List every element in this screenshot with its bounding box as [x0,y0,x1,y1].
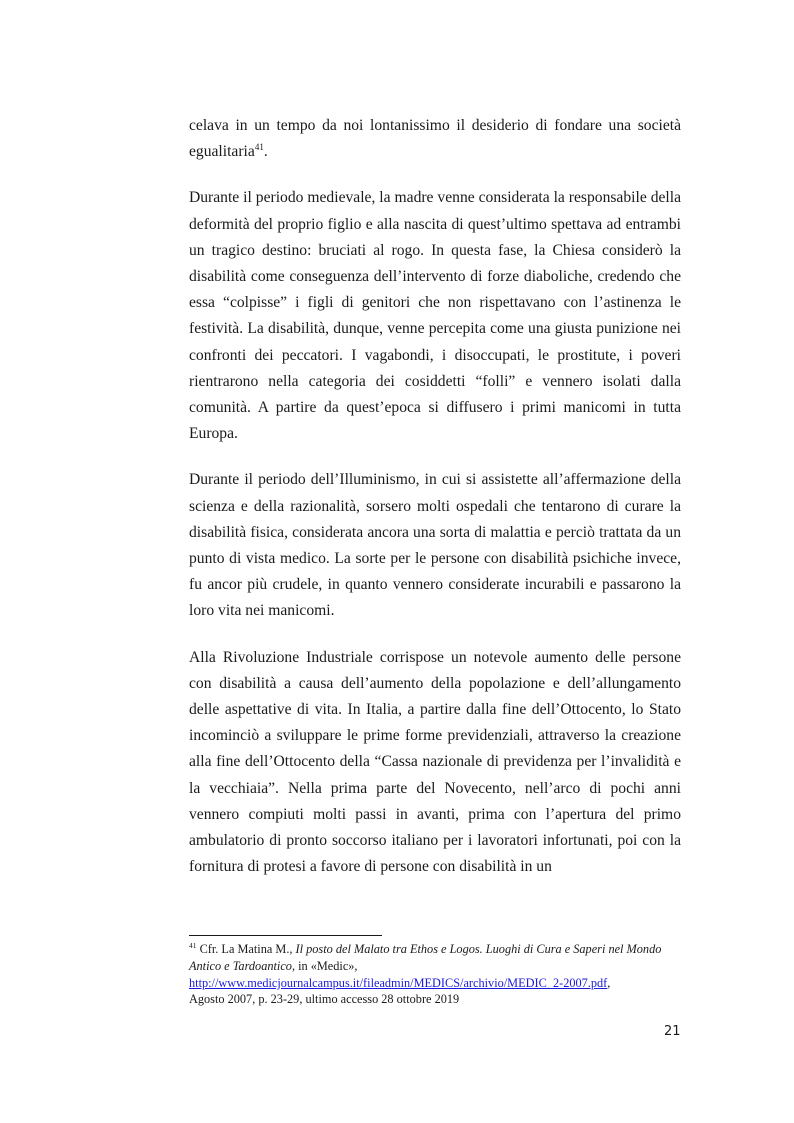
paragraph-4: Alla Rivoluzione Industriale corrispose un notevole aumento delle persone con disabilità a causa dell’aumento della popolazione e dell’allungamento delle aspettative di vita. In Italia, a partire dalla fine dell’Ottocento, lo Stato incominciò a sviluppare le prime forme previdenziali, attraverso la creazione alla fine dell’Ottocento della “Cassa nazionale di previdenza per l’invalidità e la vecchiaia”. Nella prima parte del Novecento, nell’arco di pochi anni vennero compiuti molti passi in avanti, prima con l’apertura del primo ambulatorio di pronto soccorso italiano per i lavoratori infortunati, poi con la fornitura di protesi a favore di persone con disabilità in un [189,648,681,876]
footnote-title: Il posto del Malato tra Ethos e Logos. Luoghi di Cura e Saperi nel Mondo Antico e Tardoantico [189,942,662,973]
paragraph-1-end: . [263,143,268,161]
paragraph-1-text: celava in un tempo da noi lontanissimo il desiderio di fondare una società egualitaria [189,117,681,161]
paragraph-3: Durante il periodo dell’Illuminismo, in cui si assistette all’affermazione della scienza e della razionalità, sorsero molti ospedali che tentarono di curare la disabilità fisica, considerata ancora una sorta di malattia e perciò trattata da un punto di vista medico. La sorte per le persone con disabilità psichiche invece, fu ancor più crudele, in quanto vennero considerate incurabili e passarono la loro vita nei manicomi. [189,471,681,620]
footnote-middle: , in «Medic», [291,958,358,973]
footnote-after-link: , [607,975,611,990]
footnote-prefix: Cfr. La Matina M., [196,942,296,956]
footnote-link[interactable]: http://www.medicjournalcampus.it/fileadmin/MEDICS/archivio/MEDIC_2-2007.pdf [189,975,608,990]
paragraph-1 [189,113,681,165]
body-text [189,113,681,900]
paragraph-2: Durante il periodo medievale, la madre venne considerata la responsabile della deformità del proprio figlio e alla nascita di quest’ultimo spettava ad entrambi un tragico destino: bruciati al rogo. In questa fase, la Chiesa considerò la disabilità come conseguenza dell’intervento di forze diaboliche, credendo che essa “colpisse” i figli di genitori che non rispettavano con l’astinenza le festività. La disabilità, dunque, venne percepita come una giusta punizione nei confronti dei peccatori. I vagabondi, i disoccupati, le prostitute, i poveri rientrarono nella categoria dei cosiddetti “folli” e vennero isolati dalla comunità. A partire da quest’epoca si diffusero i primi manicomi in tutta Europa. [189,189,681,443]
footnote [189,941,681,1008]
footnote-number: 41 [189,940,197,950]
page-number: 21 [664,1024,681,1039]
footnote-separator [189,935,382,936]
footnote-reference[interactable]: 41 [254,142,264,153]
footnote-suffix: Agosto 2007, p. 23-29, ultimo accesso 28 ottobre 2019 [189,992,460,1007]
